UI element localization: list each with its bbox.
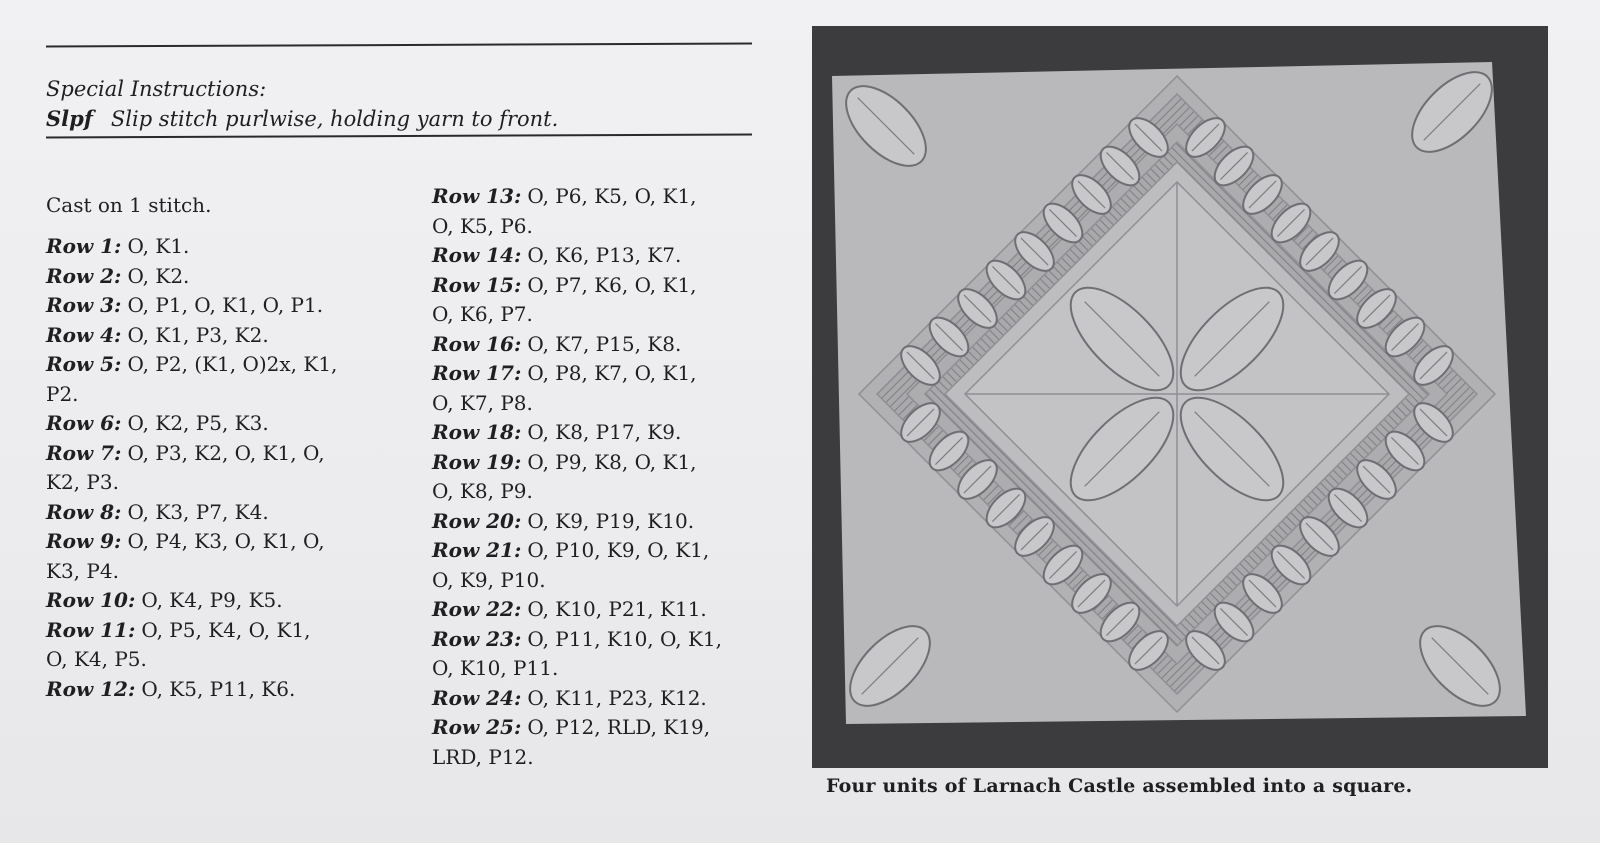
row-instruction-continued: K2, P3. xyxy=(46,470,119,494)
photo-caption: Four units of Larnach Castle assembled into a square. xyxy=(826,775,1413,797)
instructions-column-right xyxy=(432,182,762,772)
row-label: Row 16: xyxy=(432,331,522,356)
row-instruction: O, K8, P17, K9. xyxy=(527,420,682,444)
special-instruction-slpf xyxy=(46,104,746,134)
row-label: Row 22: xyxy=(432,597,522,621)
row-label: Row 12: xyxy=(46,676,136,701)
row-list-left xyxy=(46,232,396,704)
instruction-row xyxy=(46,586,396,616)
row-instruction-continued: K3, P4. xyxy=(46,558,119,583)
row-label: Row 8: xyxy=(46,499,122,524)
row-label: Row 11: xyxy=(46,617,136,642)
row-label: Row 18: xyxy=(432,420,522,444)
row-label: Row 1: xyxy=(46,234,122,258)
instruction-row xyxy=(46,527,396,557)
row-instruction-continued: LRD, P12. xyxy=(432,744,534,769)
row-label: Row 17: xyxy=(432,361,522,385)
instruction-row xyxy=(432,359,762,389)
instruction-row xyxy=(432,684,762,714)
row-instruction: O, P7, K6, O, K1, xyxy=(527,272,697,297)
row-instruction: O, K6, P13, K7. xyxy=(527,243,682,267)
row-label: Row 13: xyxy=(432,184,522,208)
row-instruction: O, K9, P19, K10. xyxy=(527,508,695,533)
special-instructions xyxy=(46,74,746,134)
row-instruction: O, P8, K7, O, K1, xyxy=(527,361,697,385)
instruction-row xyxy=(432,595,762,625)
row-instruction-continued: O, K6, P7. xyxy=(432,302,533,326)
row-label: Row 4: xyxy=(46,322,122,347)
instruction-row xyxy=(46,291,396,321)
instruction-row xyxy=(432,182,762,212)
row-instruction: O, K5, P11, K6. xyxy=(141,676,296,701)
row-label: Row 15: xyxy=(432,272,522,297)
row-label: Row 5: xyxy=(46,352,122,376)
instruction-row xyxy=(432,536,762,566)
row-instruction-continued: O, K7, P8. xyxy=(432,390,533,415)
instruction-row xyxy=(46,409,396,439)
top-rule xyxy=(46,42,752,47)
row-instruction-continued: O, K4, P5. xyxy=(46,647,147,671)
row-instruction: O, K3, P7, K4. xyxy=(127,499,269,524)
row-label: Row 9: xyxy=(46,529,122,553)
instruction-row xyxy=(432,448,762,478)
row-instruction: O, K2, P5, K3. xyxy=(127,411,269,435)
row-label: Row 25: xyxy=(432,715,522,739)
instruction-row xyxy=(46,321,396,351)
row-instruction: O, K7, P15, K8. xyxy=(527,331,682,356)
row-instruction: O, P3, K2, O, K1, O, xyxy=(127,440,325,465)
row-instruction: O, K4, P9, K5. xyxy=(141,588,283,612)
row-instruction: O, K2. xyxy=(127,263,190,288)
row-instruction: O, P5, K4, O, K1, xyxy=(141,617,311,642)
instruction-row xyxy=(432,713,762,743)
row-instruction: O, P1, O, K1, O, P1. xyxy=(127,293,324,317)
row-instruction-continued: O, K10, P11. xyxy=(432,656,559,680)
row-instruction: O, P2, (K1, O)2x, K1, xyxy=(127,352,338,376)
row-label: Row 6: xyxy=(46,411,122,435)
instruction-row xyxy=(46,498,396,528)
instruction-row xyxy=(432,418,762,448)
row-instruction: O, K1. xyxy=(127,234,190,258)
row-instruction: O, P12, RLD, K19, xyxy=(527,715,711,739)
instruction-row xyxy=(46,232,396,262)
row-instruction-continued: P2. xyxy=(46,381,79,406)
row-list-right xyxy=(432,182,762,772)
row-instruction: O, K10, P21, K11. xyxy=(527,597,707,621)
row-instruction: O, P11, K10, O, K1, xyxy=(527,626,722,651)
row-instruction: O, P9, K8, O, K1, xyxy=(527,449,697,474)
special-instructions-title: Special Instructions: xyxy=(46,77,267,101)
row-label: Row 7: xyxy=(46,440,122,465)
row-label: Row 21: xyxy=(432,538,522,562)
row-label: Row 23: xyxy=(432,626,522,651)
instruction-row xyxy=(46,616,396,646)
cast-on-line: Cast on 1 stitch. xyxy=(46,193,212,217)
instruction-row xyxy=(46,350,396,380)
row-instruction: O, P6, K5, O, K1, xyxy=(527,184,697,208)
row-instruction: O, P10, K9, O, K1, xyxy=(527,538,710,562)
row-instruction-continued: O, K9, P10. xyxy=(432,567,546,592)
abbreviation-slpf: Slpf xyxy=(46,106,93,131)
row-instruction: O, P4, K3, O, K1, O, xyxy=(127,529,325,553)
row-instruction: O, K1, P3, K2. xyxy=(127,322,269,347)
knitted-square-illustration xyxy=(812,26,1548,768)
row-instruction: O, K11, P23, K12. xyxy=(527,685,707,710)
instruction-row xyxy=(432,330,762,360)
row-label: Row 10: xyxy=(46,588,136,612)
instruction-row xyxy=(432,507,762,537)
row-label: Row 14: xyxy=(432,243,522,267)
row-label: Row 20: xyxy=(432,508,522,533)
row-label: Row 2: xyxy=(46,263,122,288)
instruction-row xyxy=(432,271,762,301)
instructions-column-left xyxy=(46,190,396,704)
abbreviation-definition: Slip stitch purlwise, holding yarn to front. xyxy=(110,107,559,131)
photo-knitted-square xyxy=(812,26,1548,768)
instruction-row xyxy=(46,262,396,292)
row-label: Row 19: xyxy=(432,449,522,474)
row-instruction-continued: O, K5, P6. xyxy=(432,213,533,238)
instruction-row xyxy=(432,241,762,271)
instruction-row xyxy=(46,675,396,705)
row-label: Row 3: xyxy=(46,293,122,317)
row-label: Row 24: xyxy=(432,685,522,710)
bottom-rule xyxy=(46,133,752,138)
row-instruction-continued: O, K8, P9. xyxy=(432,479,533,503)
instruction-row xyxy=(46,439,396,469)
instruction-row xyxy=(432,625,762,655)
